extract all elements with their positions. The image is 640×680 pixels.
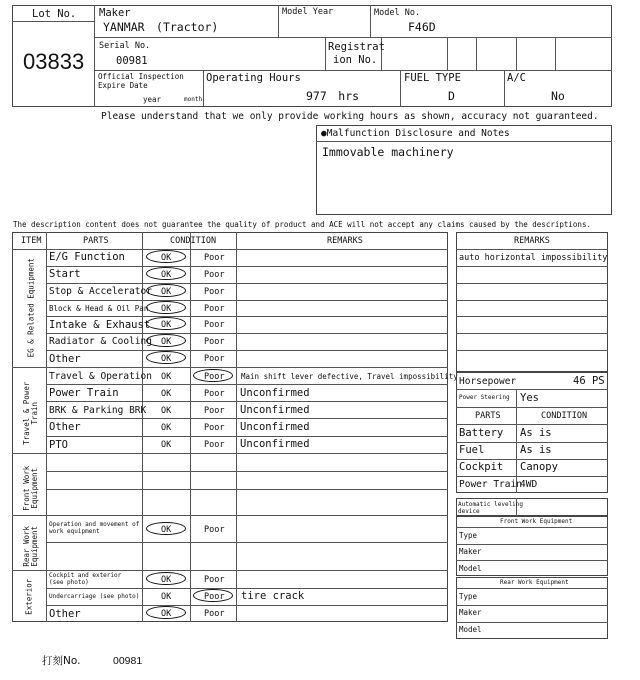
power-train-value: 4WD [520,479,538,490]
disclaimer-text: The description content does not guarantee the quality of product and ACE will not accept any claims caused by the descriptions. [13,220,591,229]
front-maker-label: Maker [459,547,482,556]
part-label: Block & Head & Oil Pan [49,304,149,313]
battery-value: As is [520,427,552,439]
poor-circle [193,589,233,602]
auto-leveling-label-2: device [458,508,480,515]
ok-label: OK [161,270,172,280]
notice-text: Please understand that we only provide working hours as shown, accuracy not guaranteed. [101,111,599,122]
ok-label: OK [161,609,172,619]
part-label: Travel & Operation [49,371,152,382]
ok-circle [146,317,186,330]
poor-label: Poor [204,609,225,619]
maker-label: Maker [99,7,131,19]
inspection-label-2: Expire Date [98,81,148,90]
ok-circle [146,284,186,297]
poor-label: Poor [204,372,225,382]
power-steering-label: Power Steering [459,394,510,401]
ok-label: OK [161,423,172,433]
remark-text: Unconfirmed [240,404,310,416]
poor-circle [193,369,233,382]
header-item: ITEM [21,236,42,246]
ok-label: OK [161,525,172,535]
condition-header: CONDITION [541,411,588,421]
inspection-label: Official Inspection [98,72,184,81]
group-front-label: Front Work Equipment [21,465,39,511]
serial-label: Serial No. [99,41,151,51]
month-label: month [184,96,203,103]
part-label: E/G Function [49,251,125,263]
ok-label: OK [161,372,172,382]
rear-model-label: Model [459,625,482,634]
ok-circle [146,301,186,314]
group-eg-label: EG & Related Equipment [26,258,36,358]
footer-stamp-value: 00981 [113,655,143,667]
ok-circle [146,351,186,364]
ok-label: OK [161,287,172,297]
poor-label: Poor [204,592,225,602]
right-remarks-header: REMARKS [514,236,550,246]
part-label: Other [49,353,81,365]
poor-label: Poor [204,270,225,280]
part-label: Intake & Exhaust [49,319,151,331]
ok-circle [146,572,186,585]
power-train-label: Power Train [459,479,522,490]
rear-maker-label: Maker [459,608,482,617]
ok-label: OK [161,575,172,585]
rear-equipment-header: Rear Work Equipment [500,579,569,586]
ok-label: OK [161,592,172,602]
part-label: Other [49,421,81,433]
model-no-label: Model No. [374,8,421,18]
group-travel-label: Travel & Power Train [21,381,39,445]
cockpit-label: Cockpit [459,461,504,473]
right-remarks-text: auto horizontal impossibility [459,253,608,263]
malfunction-text: Immovable machinery [322,145,454,159]
model-no-value: F46D [408,20,436,34]
ok-circle [146,267,186,280]
poor-label: Poor [204,406,225,416]
poor-label: Poor [204,337,225,347]
remark-text: Unconfirmed [240,421,310,433]
part-label: Start [49,268,81,280]
part-label: Power Train [49,387,119,399]
serial-value: 00981 [116,55,148,67]
horsepower-label: Horsepower [459,376,517,387]
part-label: BRK & Parking BRK [49,405,147,416]
poor-label: Poor [204,287,225,297]
ok-circle [146,334,186,347]
ok-circle [146,606,186,619]
fuel-label: FUEL TYPE [404,72,461,84]
ok-label: OK [161,253,172,263]
poor-label: Poor [204,304,225,314]
maker-value: YANMAR (Tractor) [103,20,219,34]
footer-stamp-label: 打刻No. [42,655,81,667]
hours-value: 977 hrs [306,89,360,103]
header-remarks: REMARKS [327,236,363,246]
ok-label: OK [161,440,172,450]
group-rear-label: Rear Work Equipment [21,525,39,567]
ok-circle [146,250,186,263]
fuel-value: As is [520,444,552,456]
poor-label: Poor [204,575,225,585]
lot-label: Lot No. [32,8,77,20]
remark-text: Unconfirmed [240,387,310,399]
ok-label: OK [161,389,172,399]
front-type-label: Type [459,531,478,540]
year-label: year [143,95,162,104]
ac-value: No [551,89,565,103]
poor-label: Poor [204,320,225,330]
poor-label: Poor [204,354,225,364]
hours-label: Operating Hours [206,72,301,84]
malfunction-title: ●Malfunction Disclosure and Notes [321,128,510,139]
cockpit-value: Canopy [520,461,558,473]
ok-label: OK [161,406,172,416]
auto-leveling-label: Automatic leveling [458,501,524,508]
poor-label: Poor [204,440,225,450]
header-condition: CONDITION [170,236,217,246]
registration-label: Registrat [328,41,385,53]
part-label: Cockpit and exterior (see photo) [49,572,122,586]
horsepower-value: 46 PS [573,375,605,387]
remark-text: Main shift lever defective, Travel impossibility [241,372,458,381]
lot-number: 03833 [23,49,85,74]
ok-label: OK [161,304,172,314]
part-label: Radiator & Cooling [49,336,152,347]
part-label: Other [49,608,81,620]
poor-label: Poor [204,253,225,263]
power-steering-value: Yes [520,392,539,404]
poor-label: Poor [204,389,225,399]
poor-label: Poor [204,423,225,433]
part-label: Undercarriage (see photo) [49,593,140,600]
parts-header: PARTS [475,411,501,421]
model-year-label: Model Year [282,7,334,17]
header-parts: PARTS [83,236,109,246]
poor-label: Poor [204,525,225,535]
ok-label: OK [161,320,172,330]
ok-label: OK [161,354,172,364]
ok-circle [146,522,186,535]
registration-label-2: ion No. [333,54,378,66]
front-model-label: Model [459,564,482,573]
rear-type-label: Type [459,592,478,601]
remark-text: Unconfirmed [240,438,310,450]
remark-text: tire crack [241,590,305,602]
fuel-value: D [448,89,455,103]
part-label: Operation and movement of work equipment [49,521,140,535]
fuel-label: Fuel [459,444,485,456]
part-label: PTO [49,439,68,451]
group-exterior-label: Exterior [24,578,34,615]
battery-label: Battery [459,427,504,439]
part-label: Stop & Accelerator [49,286,152,297]
front-equipment-header: Front Work Equipment [500,518,573,525]
ok-label: OK [161,337,172,347]
ac-label: A/C [507,72,526,84]
